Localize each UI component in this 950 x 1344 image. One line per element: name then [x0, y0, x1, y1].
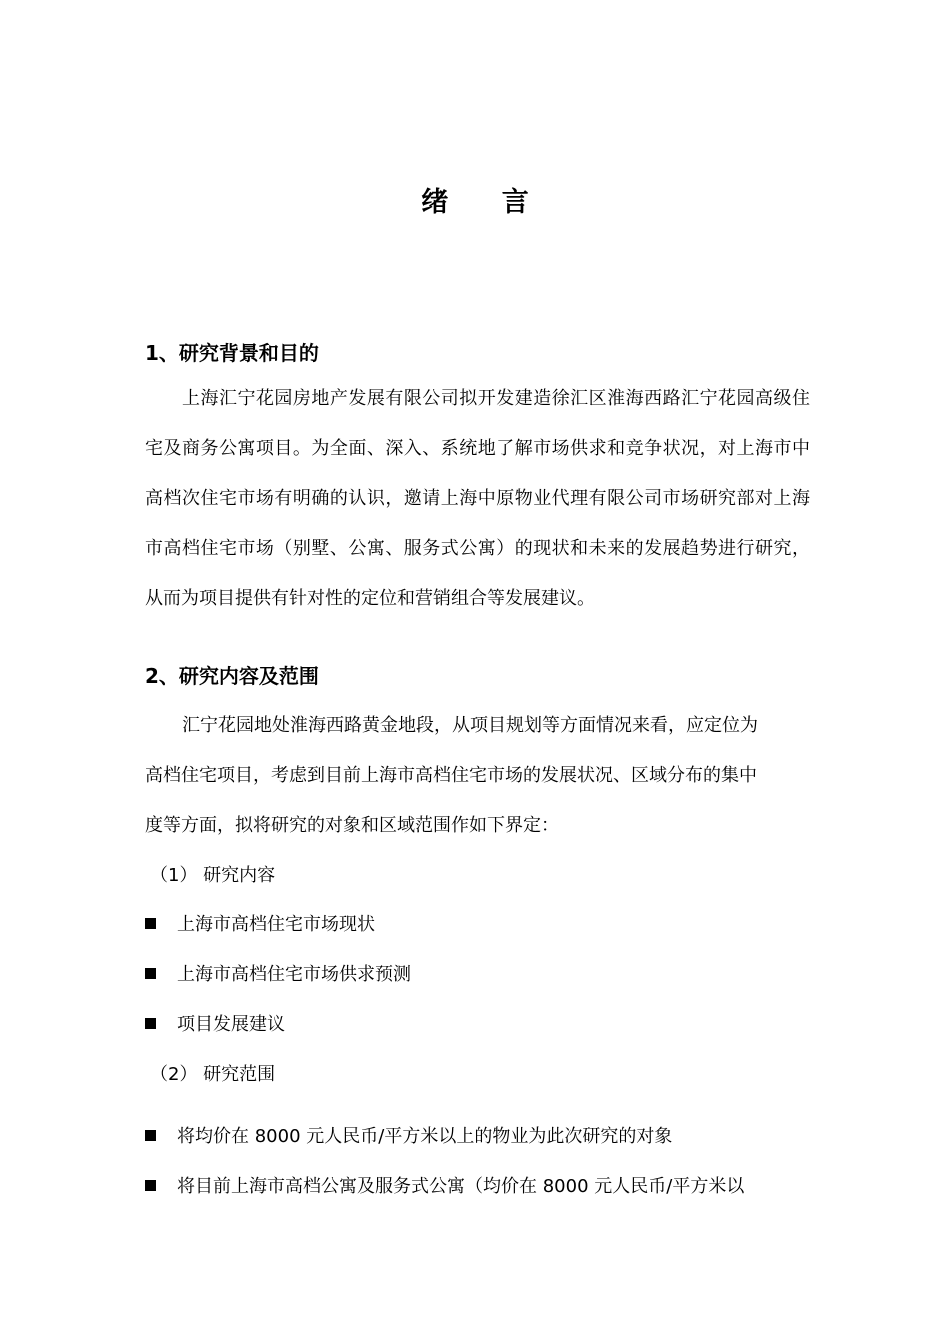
square-bullet-icon [145, 918, 156, 929]
list-item-text: 项目发展建议 [177, 1014, 285, 1035]
list-item-text: 将均价在 8000 元人民币/平方米以上的物业为此次研究的对象 [177, 1126, 673, 1147]
page-title: 绪 言 [421, 187, 551, 218]
list-item-text: 上海市高档住宅市场供求预测 [177, 964, 411, 985]
square-bullet-icon [145, 1180, 156, 1191]
section-1-heading: 1、研究背景和目的 [145, 341, 319, 365]
section-2-paragraph-line-2: 高档住宅项目，考虑到目前上海市高档住宅市场的发展状况、区域分布的集中 [145, 765, 757, 786]
square-bullet-icon [145, 1018, 156, 1029]
list-item [145, 960, 411, 986]
list-item [145, 1010, 285, 1036]
list-item-text: 上海市高档住宅市场现状 [177, 914, 375, 935]
list-item [145, 910, 375, 936]
square-bullet-icon [145, 1130, 156, 1141]
section-2-paragraph-line-1: 汇宁花园地处淮海西路黄金地段，从项目规划等方面情况来看，应定位为 [182, 715, 758, 736]
section-2-paragraph-line-3: 度等方面，拟将研究的对象和区域范围作如下界定： [145, 815, 559, 836]
section-2-heading: 2、研究内容及范围 [145, 664, 319, 688]
subsection-2-label: （2） 研究范围 [150, 1064, 276, 1085]
square-bullet-icon [145, 968, 156, 979]
section-1-paragraph: 上海汇宁花园房地产发展有限公司拟开发建造徐汇区淮海西路汇宁花园高级住宅及商务公寓项目。为全面、深入、系统地了解市场供求和竞争状况，对上海市中高档次住宅市场有明确的认识，邀请上海中原物业代理有限公司市场研究部对上海市高档住宅市场（别墅、公寓、服务式公寓）的现状和未来的发展趋势进行研究，从而为项目提供有针对性的定位和营销组合等发展建议。 [145, 388, 810, 609]
list-item [145, 1172, 744, 1198]
subsection-1-label: （1） 研究内容 [150, 865, 276, 886]
list-item-text: 将目前上海市高档公寓及服务式公寓（均价在 8000 元人民币/平方米以 [177, 1176, 745, 1197]
list-item [145, 1122, 672, 1148]
